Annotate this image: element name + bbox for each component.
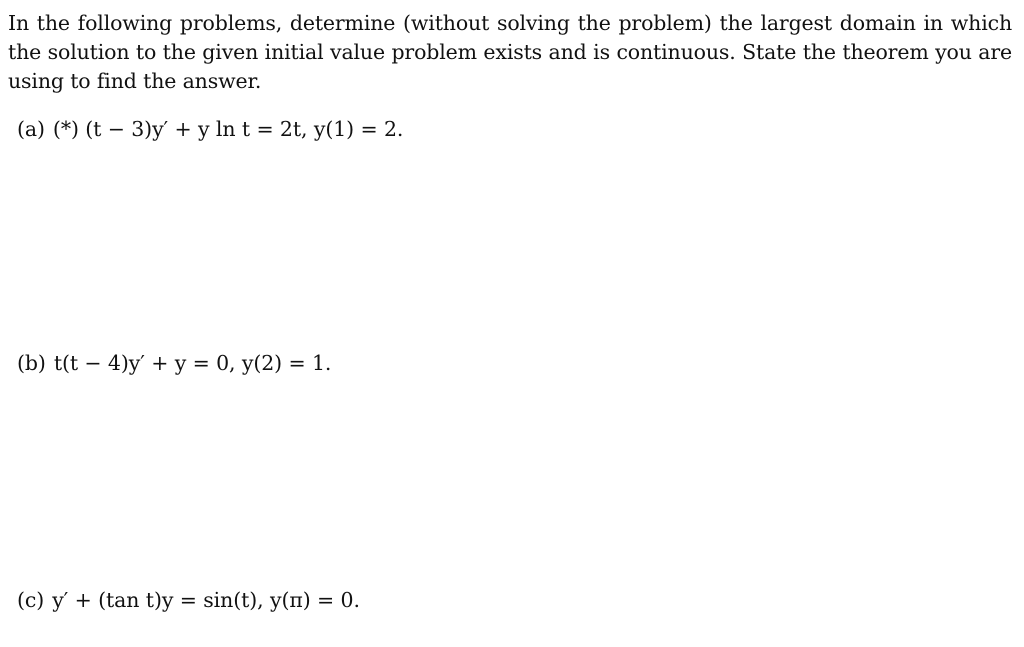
problem-b	[17, 350, 331, 376]
problem-b-label: (b)	[17, 351, 46, 375]
problem-c-equation: y′ + (tan t)y = sin(t), y(π) = 0.	[52, 588, 360, 612]
problem-a-label: (a)	[17, 117, 45, 141]
problem-a	[17, 116, 403, 142]
problem-a-equation: (*) (t − 3)y′ + y ln t = 2t, y(1) = 2.	[52, 117, 404, 141]
problem-b-equation: t(t − 4)y′ + y = 0, y(2) = 1.	[53, 351, 332, 375]
problem-c	[17, 587, 360, 613]
problem-c-label: (c)	[17, 588, 45, 612]
instructions-paragraph: In the following problems, determine (without solving the problem) the largest domain in which the solution to the given initial value problem exists and is continuous. State the theorem you are using to find the answer.	[8, 11, 1012, 93]
